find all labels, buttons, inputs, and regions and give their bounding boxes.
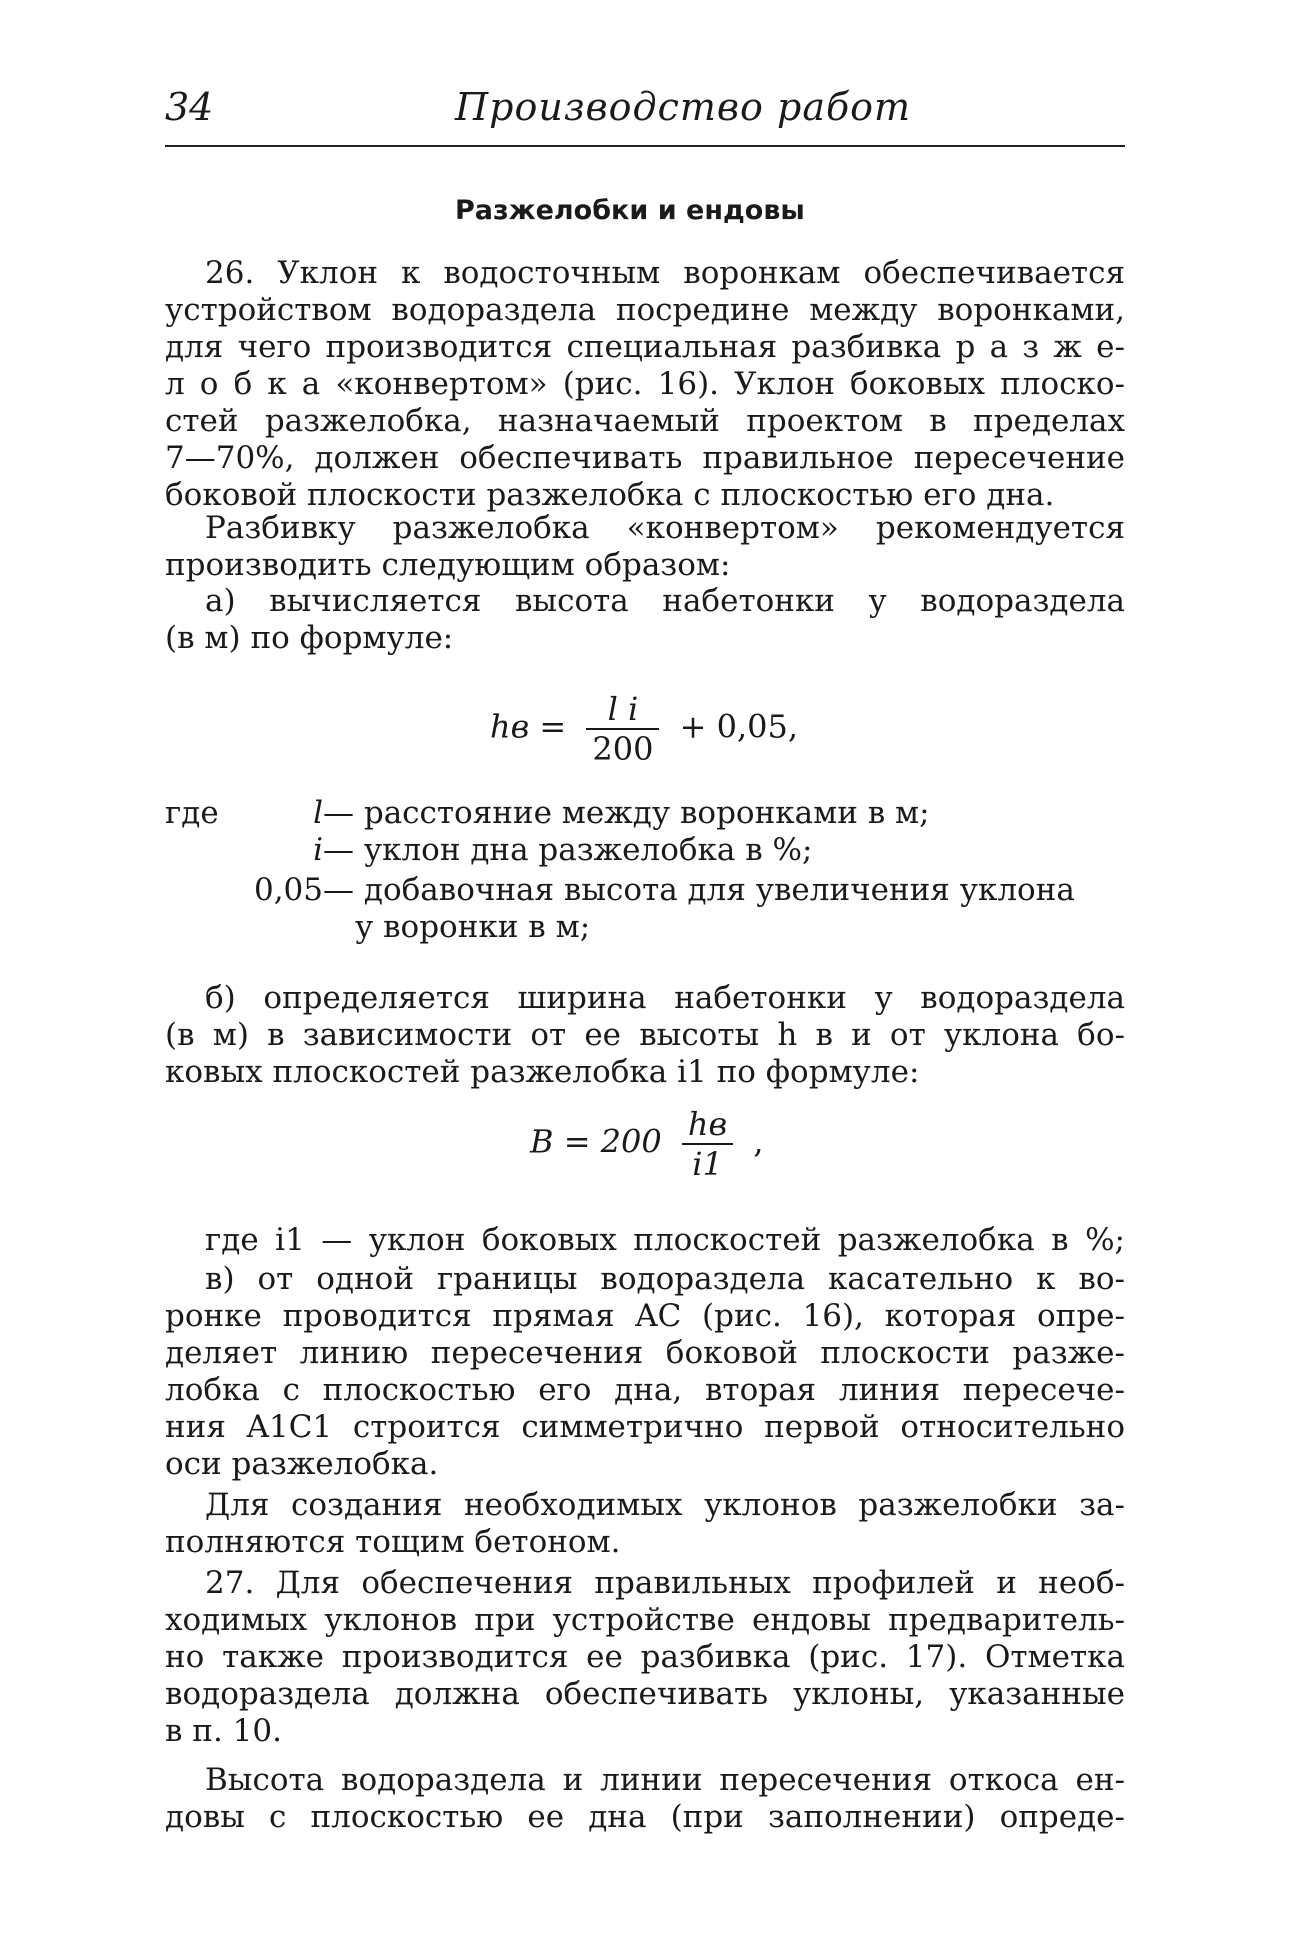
where-text: у воронки в м; xyxy=(355,909,591,945)
text-line: устройством водораздела посредине между воронками, xyxy=(165,292,1125,328)
fraction-numerator: hв xyxy=(682,1105,733,1145)
fraction-numerator: l i xyxy=(586,690,659,730)
text-line: Разбивку разжелобка «конвертом» рекомендуется xyxy=(205,510,1125,546)
formula-fraction xyxy=(682,1105,733,1183)
formula-tail: , xyxy=(753,1122,764,1161)
text-line: водораздела должна обеспечивать уклоны, указанные xyxy=(165,1676,1125,1712)
paragraph-27 xyxy=(165,1565,1125,1750)
fraction-denominator: i1 xyxy=(692,1145,723,1183)
formula-lhs: B = 200 xyxy=(530,1122,662,1161)
text-line: лобка с плоскостью его дна, вторая линия пересече- xyxy=(165,1372,1125,1408)
formula-tail: + 0,05, xyxy=(679,707,799,746)
formula-lhs: hв = xyxy=(490,707,567,746)
text-line: Для создания необходимых уклонов разжелобки за- xyxy=(205,1487,1125,1523)
text-line: ния A1C1 строится симметрично первой относительно xyxy=(165,1409,1125,1445)
paragraph-26 xyxy=(165,255,1125,514)
text-line: боковой плоскости разжелобка с плоскостью его дна. xyxy=(165,477,1055,513)
text-line: где i1 — уклон боковых плоскостей разжелобка в %; xyxy=(205,1222,1125,1258)
where-i1 xyxy=(165,1222,1125,1259)
where-label: где xyxy=(165,795,219,831)
text-line: л о б к а «конвертом» (рис. 16). Уклон боковых плоско- xyxy=(165,366,1125,402)
text-line: полняются тощим бетоном. xyxy=(165,1524,621,1560)
text-line: а) вычисляется высота набетонки у водораздела xyxy=(205,583,1125,619)
text-line: для чего производится специальная разбивка р а з ж е- xyxy=(165,329,1125,365)
where-symbol: i xyxy=(313,832,323,868)
text-line: (в м) по формуле: xyxy=(165,620,454,656)
where-text: — уклон дна разжелобка в %; xyxy=(323,832,813,868)
text-line: 27. Для обеспечения правильных профилей и необ- xyxy=(205,1565,1125,1601)
paragraph-fill xyxy=(165,1487,1125,1561)
text-line: ходимых уклонов при устройстве ендовы предваритель- xyxy=(165,1602,1125,1638)
item-a xyxy=(165,583,1125,657)
item-b xyxy=(165,980,1125,1091)
where-symbol: 0,05 xyxy=(253,872,323,908)
text-line: 7—70%, должен обеспечивать правильное пересечение xyxy=(165,440,1125,476)
text-line: в) от одной границы водораздела касательно к во- xyxy=(205,1261,1125,1297)
text-line: б) определяется ширина набетонки у водораздела xyxy=(205,980,1125,1016)
text-line: ковых плоскостей разжелобка i1 по формуле: xyxy=(165,1054,920,1090)
page-header xyxy=(165,85,1125,147)
text-line: Высота водораздела и линии пересечения откоса ен- xyxy=(205,1762,1125,1798)
page-number: 34 xyxy=(165,85,214,129)
item-v xyxy=(165,1261,1125,1483)
text-line: оси разжелобка. xyxy=(165,1446,439,1482)
fraction-denominator: 200 xyxy=(592,730,654,768)
formula-width xyxy=(530,1105,764,1183)
formula-fraction xyxy=(586,690,659,768)
where-text: — добавочная высота для увеличения уклона xyxy=(323,872,1075,908)
where-symbol: l xyxy=(313,795,323,831)
running-title: Производство работ xyxy=(455,85,912,129)
text-line: производить следующим образом: xyxy=(165,547,731,583)
where-text: — расстояние между воронками в м; xyxy=(323,795,930,831)
text-line: деляет линию пересечения боковой плоскости разже- xyxy=(165,1335,1125,1371)
text-line: стей разжелобка, назначаемый проектом в пределах xyxy=(165,403,1125,439)
text-line: ронке проводится прямая AC (рис. 16), которая опре- xyxy=(165,1298,1125,1334)
text-line: в п. 10. xyxy=(165,1713,282,1749)
paragraph-height xyxy=(165,1762,1125,1836)
text-line: 26. Уклон к водосточным воронкам обеспечивается xyxy=(205,255,1125,291)
text-line: (в м) в зависимости от ее высоты h в и от уклона бо- xyxy=(165,1017,1125,1053)
text-line: но также производится ее разбивка (рис. 17). Отметка xyxy=(165,1639,1125,1675)
section-title: Разжелобки и ендовы xyxy=(455,195,805,226)
text-line: довы с плоскостью ее дна (при заполнении) опреде- xyxy=(165,1799,1125,1835)
paragraph-razbivka xyxy=(165,510,1125,584)
formula-height xyxy=(490,690,798,768)
